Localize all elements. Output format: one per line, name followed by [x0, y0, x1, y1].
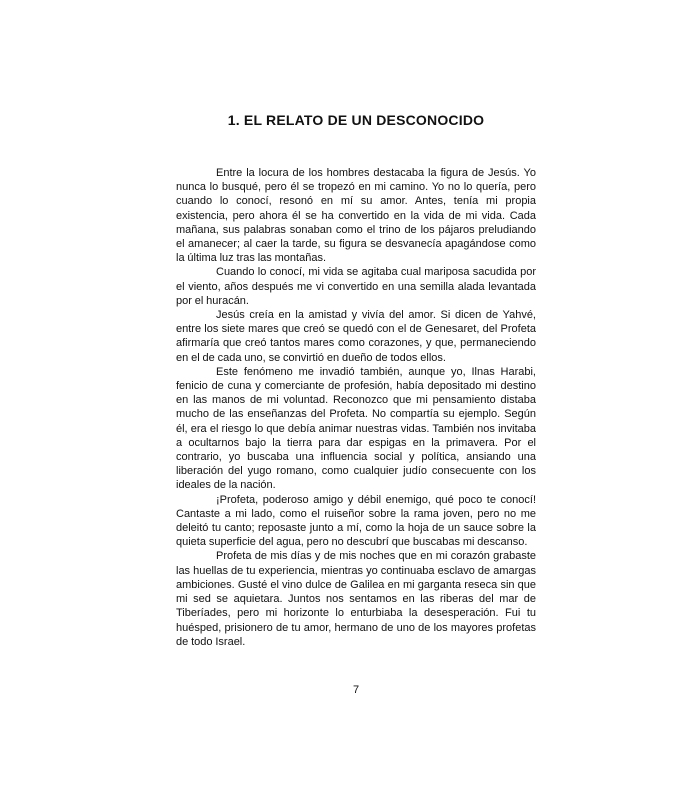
paragraph-1: Entre la locura de los hombres destacaba la figura de Jesús. Yo nunca lo busqué, pero él se tropezó en mi camino. Yo no lo quería, pero cuando lo conocí, resonó en mí su amor. Antes, tenía mi propia existencia, pero ahora él se ha convertido en la vida de mi vida. Cada mañana, sus palabras sonaban como el trino de los pájaros preludiando el amanecer; al caer la tarde, su figura se desvanecía apagándose como la última luz tras las montañas. — [176, 167, 536, 265]
paragraph-5: ¡Profeta, poderoso amigo y débil enemigo, qué poco te conocí! Cantaste a mi lado, como el ruiseñor sobre la rama joven, pero no me deleitó tu canto; reposaste junto a mí, como la hoja de un sauce sobre la quieta superficie del agua, pero no descubrí que buscabas mi descanso. — [176, 493, 536, 549]
paragraph-2: Cuando lo conocí, mi vida se agitaba cual mariposa sacudida por el viento, años después me vi convertido en una semilla alada levantada por el huracán. — [176, 266, 536, 307]
paragraph-3: Jesús creía en la amistad y vivía del amor. Si dicen de Yahvé, entre los siete mares que creó se quedó con el de Genesaret, del Profeta afirmaría que creó tantos mares como corazones, y que, permaneciendo en el de cada uno, se convirtió en dueño de todos ellos. — [176, 309, 536, 364]
paragraph-6: Profeta de mis días y de mis noches que en mi corazón grabaste las huellas de tu experiencia, mientras yo continuaba esclavo de amargas ambiciones. Gusté el vino dulce de Galilea en mi garganta reseca sin que mi sed se aquietara. Juntos nos sentamos en las riberas del mar de Tiberíades, pero mi horizonte lo enturbiaba la desesperación. Fui tu huésped, prisionero de tu amor, hermano de uno de los mayores profetas de todo Israel. — [176, 550, 536, 648]
paragraph-4: Este fenómeno me invadió también, aunque yo, Ilnas Harabi, fenicio de cuna y comerciante de profesión, había depositado mi destino en las manos de mi voluntad. Reconozco que mi pensamiento distaba mucho de las enseñanzas del Profeta. No compartía su ejemplo. Según él, era el riesgo lo que debía animar nuestras vidas. También nos invitaba a ocultarnos bajo la tierra para dar espigas en la primavera. Por el contrario, yo buscaba una influencia social y política, ansiando una liberación del yugo romano, como cualquier judío consecuente con los ideales de la nación. — [176, 365, 536, 492]
page-number: 7 — [352, 684, 360, 696]
body-text — [176, 166, 536, 649]
chapter-title: 1. EL RELATO DE UN DESCONOCIDO — [227, 112, 485, 128]
